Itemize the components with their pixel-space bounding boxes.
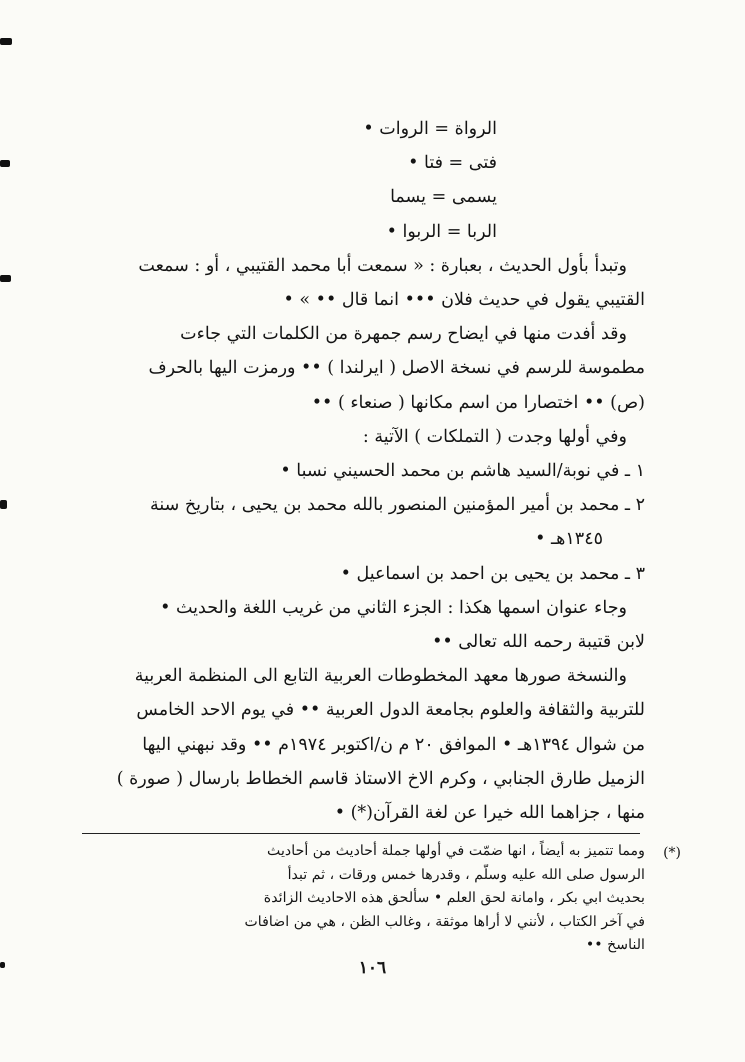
footnote (72, 840, 681, 958)
text-line: وجاء عنوان اسمها هكذا : الجزء الثاني من غريب اللغة والحديث • (160, 597, 627, 618)
text-line: القتيبي يقول في حديث فلان ••• انما قال •• » • (283, 290, 645, 311)
text-line: فتى = فتا • (408, 153, 497, 174)
text-line: يسمى = يسما (390, 187, 497, 208)
scan-mark (0, 160, 10, 167)
text-line: من شوال ١٣٩٤هـ • الموافق ٢٠ م ن/اكتوبر ١٩٧٤م •• وقد نبهني اليها (142, 734, 645, 755)
text-line: والنسخة صورها معهد المخطوطات العربية التابع الى المنظمة العربية (134, 666, 627, 687)
text-line: وفي أولها وجدت ( التملكات ) الآتية : (362, 426, 627, 447)
footnote-divider (82, 833, 640, 834)
main-text (50, 112, 645, 830)
scan-mark (0, 500, 7, 509)
text-line: ١٣٤٥هـ • (535, 529, 603, 550)
text-line: ١ ـ في نوبة/السيد هاشم بن محمد الحسيني نسبا • (280, 461, 645, 482)
text-line: وتبدأ بأول الحديث ، بعبارة : « سمعت أبا محمد القتيبي ، أو : سمعت (138, 255, 627, 276)
page-number: ١٠٦ (358, 958, 387, 978)
footnote-line: الناسخ •• (585, 937, 645, 953)
text-line: (ص) •• اختصارا من اسم مكانها ( صنعاء ) •• (311, 392, 645, 413)
scan-mark (0, 275, 11, 282)
text-line: ٢ ـ محمد بن أمير المؤمنين المنصور بالله محمد بن يحيى ، بتاريخ سنة (149, 495, 645, 516)
footnote-line: الرسول صلى الله عليه وسلّم ، وقدرها خمس ورقات ، ثم تبدأ (287, 866, 645, 883)
text-line: منها ، جزاهما الله خيرا عن لغة القرآن(*) • (334, 803, 645, 824)
footnote-line: بحديث ابي بكر ، وامانة لحق العلم • سألحق هذه الاحاديث الزائدة (263, 890, 645, 906)
text-line: لابن قتيبة رحمه الله تعالى •• (432, 632, 645, 653)
text-line: للتربية والثقافة والعلوم بجامعة الدول العربية •• في يوم الاحد الخامس (136, 700, 645, 721)
scan-mark (0, 38, 12, 45)
text-line: الربا = الربوا • (386, 221, 497, 242)
text-line: الرواة = الروات • (363, 119, 497, 139)
footnote-line: ومما تتميز به أيضاً ، انها ضمّت في أولها جملة أحاديث من أحاديث (267, 843, 645, 859)
footnote-line: في آخر الكتاب ، لأنني لا أراها موثقة ، وغالب الظن ، هي من اضافات (244, 913, 645, 930)
text-line: ٣ ـ محمد بن يحيى بن احمد بن اسماعيل • (340, 563, 645, 584)
text-line: مطموسة للرسم في نسخة الاصل ( ايرلندا ) •• ورمزت اليها بالحرف (148, 358, 645, 379)
text-line: وقد أفدت منها في ايضاح رسم جمهرة من الكلمات التي جاءت (180, 324, 627, 345)
footnote-marker: (*) (663, 845, 681, 861)
text-line: الزميل طارق الجنابي ، وكرم الاخ الاستاذ قاسم الخطاط بارسال ( صورة ) (116, 768, 645, 789)
